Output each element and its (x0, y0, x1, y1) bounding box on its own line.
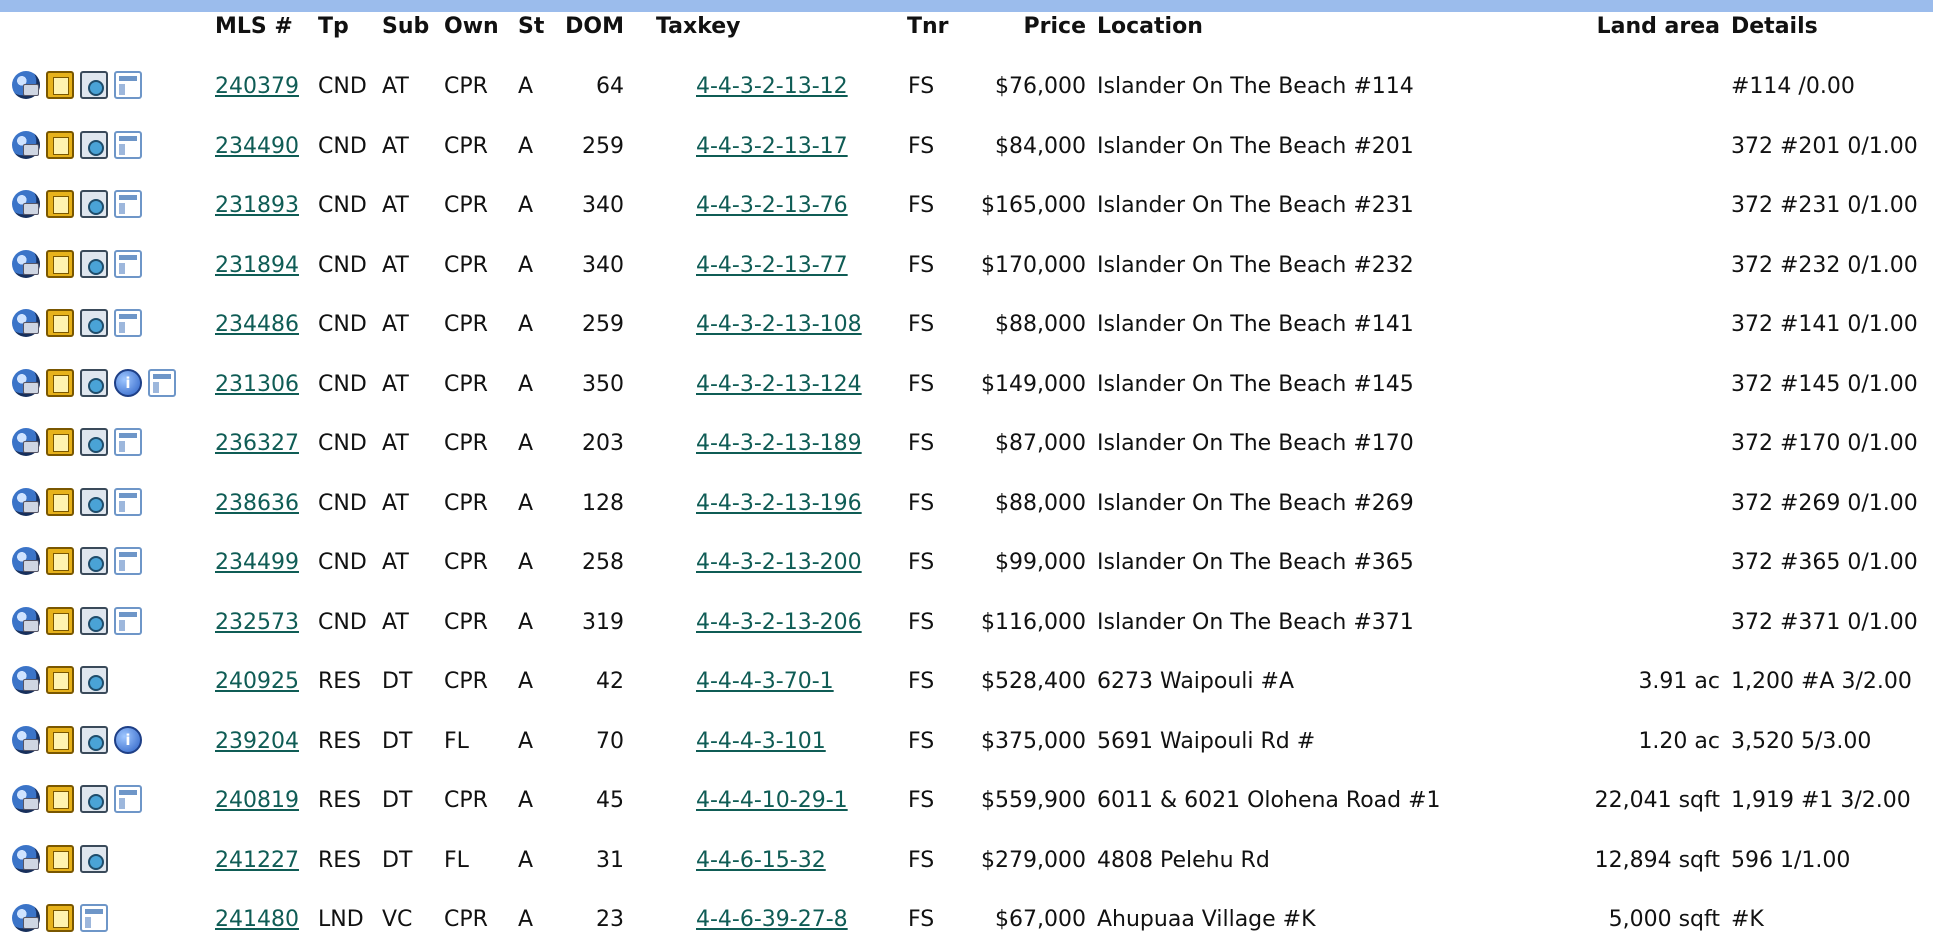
taxkey-link[interactable]: 4-4-3-2-13-206 (696, 609, 862, 635)
cell-type: CND (318, 550, 367, 575)
mls-link[interactable]: 241227 (215, 847, 299, 873)
cell-details: #K (1731, 907, 1764, 932)
floorplan-icon[interactable] (114, 428, 142, 456)
cell-type: CND (318, 133, 367, 159)
cell-dom: 340 (582, 252, 624, 278)
cell-type: CND (318, 74, 367, 99)
cell-status: A (518, 193, 534, 218)
mls-link[interactable]: 241480 (215, 907, 299, 932)
document-icon[interactable] (46, 190, 74, 218)
cell-details: 372 #232 0/1.00 (1731, 252, 1918, 278)
row-actions (12, 845, 108, 875)
cell-location: Islander On The Beach #371 (1097, 609, 1414, 635)
table-row (0, 294, 1933, 354)
camera-icon[interactable] (80, 428, 108, 456)
cell-price: $67,000 (995, 907, 1086, 932)
document-icon[interactable] (46, 845, 74, 873)
cell-sub: AT (382, 371, 409, 397)
cell-sub: DT (382, 788, 413, 813)
mls-link[interactable]: 231306 (215, 371, 299, 397)
globe-icon[interactable] (12, 369, 40, 397)
mls-link[interactable]: 236327 (215, 431, 299, 456)
document-icon[interactable] (46, 71, 74, 99)
globe-icon[interactable] (12, 428, 40, 456)
cell-details: #114 /0.00 (1731, 74, 1855, 99)
camera-icon[interactable] (80, 131, 108, 159)
cell-sub: VC (382, 907, 413, 932)
cell-type: CND (318, 609, 367, 635)
cell-land-area: 3.91 ac (1638, 669, 1720, 694)
row-actions (12, 904, 108, 934)
taxkey-link[interactable]: 4-4-3-2-13-200 (696, 550, 862, 575)
cell-tenure: FS (908, 788, 935, 813)
cell-sub: AT (382, 252, 409, 278)
cell-land-area: 12,894 sqft (1594, 847, 1720, 873)
table-header (0, 12, 1933, 56)
cell-type: CND (318, 371, 367, 397)
taxkey-link[interactable]: 4-4-3-2-13-124 (696, 371, 862, 397)
document-icon[interactable] (46, 904, 74, 932)
mls-link[interactable]: 240925 (215, 669, 299, 694)
row-actions (12, 369, 176, 399)
cell-sub: DT (382, 847, 413, 873)
document-icon[interactable] (46, 428, 74, 456)
cell-details: 372 #145 0/1.00 (1731, 371, 1918, 397)
document-icon[interactable] (46, 607, 74, 635)
cell-location: Islander On The Beach #114 (1097, 74, 1414, 99)
document-icon[interactable] (46, 785, 74, 813)
table-row (0, 830, 1933, 890)
cell-location: Ahupuaa Village #K (1097, 907, 1316, 932)
cell-details: 372 #201 0/1.00 (1731, 133, 1918, 159)
mls-link[interactable]: 234499 (215, 550, 299, 575)
document-icon[interactable] (46, 309, 74, 337)
taxkey-link[interactable]: 4-4-3-2-13-108 (696, 312, 862, 337)
cell-details: 1,919 #1 3/2.00 (1731, 788, 1911, 813)
taxkey-link[interactable]: 4-4-6-15-32 (696, 847, 826, 873)
mls-link[interactable]: 231894 (215, 252, 299, 278)
cell-status: A (518, 74, 534, 99)
globe-icon[interactable] (12, 904, 40, 932)
cell-status: A (518, 371, 534, 397)
row-actions (12, 547, 142, 577)
cell-land-area: 22,041 sqft (1594, 788, 1720, 813)
globe-icon[interactable] (12, 309, 40, 337)
table-row (0, 56, 1933, 116)
cell-location: Islander On The Beach #170 (1097, 431, 1414, 456)
table-row (0, 473, 1933, 533)
cell-price: $76,000 (995, 74, 1086, 99)
cell-type: RES (318, 788, 362, 813)
cell-sub: AT (382, 490, 409, 516)
cell-dom: 70 (596, 728, 624, 754)
cell-dom: 203 (582, 431, 624, 456)
col-tnr[interactable]: Tnr (907, 14, 949, 39)
floorplan-icon[interactable] (114, 131, 142, 159)
cell-type: RES (318, 728, 362, 754)
cell-own: CPR (444, 550, 488, 575)
document-icon[interactable] (46, 726, 74, 754)
row-actions (12, 726, 142, 756)
cell-location: 6273 Waipouli #A (1097, 669, 1294, 694)
cell-price: $84,000 (995, 133, 1086, 159)
row-actions (12, 190, 142, 220)
cell-type: LND (318, 907, 364, 932)
cell-price: $165,000 (981, 193, 1086, 218)
document-icon[interactable] (46, 666, 74, 694)
cell-status: A (518, 728, 534, 754)
cell-sub: AT (382, 133, 409, 159)
row-actions (12, 131, 142, 161)
cell-own: CPR (444, 312, 488, 337)
cell-details: 3,520 5/3.00 (1731, 728, 1872, 754)
cell-location: Islander On The Beach #201 (1097, 133, 1414, 159)
cell-location: Islander On The Beach #269 (1097, 490, 1414, 516)
cell-location: Islander On The Beach #145 (1097, 371, 1414, 397)
cell-own: CPR (444, 907, 488, 932)
cell-tenure: FS (908, 609, 935, 635)
cell-dom: 45 (596, 788, 624, 813)
mls-link[interactable]: 234486 (215, 312, 299, 337)
col-land-area[interactable]: Land area (1596, 14, 1720, 39)
row-actions (12, 71, 142, 101)
cell-type: CND (318, 431, 367, 456)
cell-details: 372 #231 0/1.00 (1731, 193, 1918, 218)
cell-dom: 42 (596, 669, 624, 694)
cell-sub: DT (382, 669, 413, 694)
col-taxkey[interactable]: Taxkey (656, 14, 741, 39)
cell-own: CPR (444, 669, 488, 694)
cell-location: 6011 & 6021 Olohena Road #1 (1097, 788, 1441, 813)
cell-status: A (518, 669, 534, 694)
table-row (0, 235, 1933, 295)
cell-dom: 23 (596, 907, 624, 932)
col-sub[interactable]: Sub (382, 14, 430, 39)
cell-status: A (518, 133, 534, 159)
globe-icon[interactable] (12, 607, 40, 635)
cell-dom: 64 (596, 74, 624, 99)
globe-icon[interactable] (12, 666, 40, 694)
cell-sub: DT (382, 728, 413, 754)
cell-own: CPR (444, 133, 488, 159)
camera-icon[interactable] (80, 250, 108, 278)
camera-icon[interactable] (80, 666, 108, 694)
cell-tenure: FS (908, 371, 935, 397)
cell-tenure: FS (908, 728, 935, 754)
taxkey-link[interactable]: 4-4-4-10-29-1 (696, 788, 848, 813)
cell-type: CND (318, 312, 367, 337)
cell-details: 372 #141 0/1.00 (1731, 312, 1918, 337)
cell-status: A (518, 312, 534, 337)
cell-type: CND (318, 252, 367, 278)
cell-own: CPR (444, 371, 488, 397)
cell-sub: AT (382, 312, 409, 337)
taxkey-link[interactable]: 4-4-4-3-101 (696, 728, 826, 754)
cell-tenure: FS (908, 490, 935, 516)
col-tp[interactable]: Tp (318, 14, 349, 39)
cell-sub: AT (382, 74, 409, 99)
floorplan-icon[interactable] (114, 250, 142, 278)
cell-status: A (518, 490, 534, 516)
cell-sub: AT (382, 609, 409, 635)
row-actions (12, 250, 142, 280)
floorplan-icon[interactable] (114, 547, 142, 575)
cell-type: CND (318, 193, 367, 218)
document-icon[interactable] (46, 547, 74, 575)
table-row (0, 651, 1933, 711)
mls-link[interactable]: 231893 (215, 193, 299, 218)
floorplan-icon[interactable] (114, 71, 142, 99)
taxkey-link[interactable]: 4-4-4-3-70-1 (696, 669, 834, 694)
cell-own: CPR (444, 609, 488, 635)
globe-icon[interactable] (12, 190, 40, 218)
globe-icon[interactable] (12, 131, 40, 159)
mls-link[interactable]: 232573 (215, 609, 299, 635)
cell-own: CPR (444, 490, 488, 516)
cell-own: CPR (444, 788, 488, 813)
cell-status: A (518, 907, 534, 932)
table-row (0, 116, 1933, 176)
top-bar (0, 0, 1933, 12)
cell-details: 372 #365 0/1.00 (1731, 550, 1918, 575)
cell-sub: AT (382, 550, 409, 575)
camera-icon[interactable] (80, 726, 108, 754)
col-own[interactable]: Own (444, 14, 499, 39)
cell-price: $559,900 (981, 788, 1086, 813)
globe-icon[interactable] (12, 845, 40, 873)
globe-icon[interactable] (12, 726, 40, 754)
row-actions (12, 488, 142, 518)
cell-land-area: 5,000 sqft (1608, 907, 1720, 932)
cell-location: Islander On The Beach #141 (1097, 312, 1414, 337)
globe-icon[interactable] (12, 250, 40, 278)
table-row (0, 592, 1933, 652)
table-row (0, 175, 1933, 235)
col-details[interactable]: Details (1731, 14, 1818, 39)
row-actions (12, 309, 142, 339)
info-icon[interactable]: i (114, 369, 142, 397)
cell-details: 372 #170 0/1.00 (1731, 431, 1918, 456)
taxkey-link[interactable]: 4-4-3-2-13-189 (696, 431, 862, 456)
camera-icon[interactable] (80, 190, 108, 218)
cell-type: RES (318, 669, 362, 694)
cell-location: 4808 Pelehu Rd (1097, 847, 1270, 873)
cell-own: CPR (444, 252, 488, 278)
cell-status: A (518, 609, 534, 635)
mls-link[interactable]: 240379 (215, 74, 299, 99)
cell-sub: AT (382, 431, 409, 456)
cell-status: A (518, 252, 534, 278)
cell-tenure: FS (908, 312, 935, 337)
row-actions (12, 428, 142, 458)
cell-tenure: FS (908, 252, 935, 278)
row-actions (12, 666, 108, 696)
table-row (0, 532, 1933, 592)
document-icon[interactable] (46, 250, 74, 278)
taxkey-link[interactable]: 4-4-3-2-13-12 (696, 74, 848, 99)
cell-tenure: FS (908, 907, 935, 932)
camera-icon[interactable] (80, 607, 108, 635)
cell-own: FL (444, 728, 469, 754)
camera-icon[interactable] (80, 785, 108, 813)
cell-type: RES (318, 847, 362, 873)
cell-details: 596 1/1.00 (1731, 847, 1851, 873)
cell-tenure: FS (908, 431, 935, 456)
camera-icon[interactable] (80, 71, 108, 99)
cell-details: 1,200 #A 3/2.00 (1731, 669, 1912, 694)
row-actions (12, 785, 142, 815)
cell-dom: 340 (582, 193, 624, 218)
floorplan-icon[interactable] (80, 904, 108, 932)
col-st[interactable]: St (518, 14, 545, 39)
col-price[interactable]: Price (1023, 14, 1086, 39)
cell-tenure: FS (908, 193, 935, 218)
cell-location: Islander On The Beach #365 (1097, 550, 1414, 575)
cell-location: Islander On The Beach #232 (1097, 252, 1414, 278)
taxkey-link[interactable]: 4-4-3-2-13-77 (696, 252, 848, 278)
cell-price: $149,000 (981, 371, 1086, 397)
cell-details: 372 #371 0/1.00 (1731, 609, 1918, 635)
cell-status: A (518, 847, 534, 873)
camera-icon[interactable] (80, 369, 108, 397)
cell-tenure: FS (908, 550, 935, 575)
cell-price: $87,000 (995, 431, 1086, 456)
floorplan-icon[interactable] (114, 488, 142, 516)
camera-icon[interactable] (80, 547, 108, 575)
col-mls[interactable]: MLS # (215, 14, 293, 39)
cell-dom: 128 (582, 490, 624, 516)
cell-own: CPR (444, 431, 488, 456)
table-row (0, 889, 1933, 949)
cell-dom: 31 (596, 847, 624, 873)
floorplan-icon[interactable] (114, 607, 142, 635)
floorplan-icon[interactable] (114, 190, 142, 218)
cell-dom: 259 (582, 133, 624, 159)
mls-link[interactable]: 240819 (215, 788, 299, 813)
table-row (0, 770, 1933, 830)
cell-status: A (518, 431, 534, 456)
mls-link[interactable]: 234490 (215, 133, 299, 159)
taxkey-link[interactable]: 4-4-3-2-13-76 (696, 193, 848, 218)
cell-own: CPR (444, 74, 488, 99)
cell-type: CND (318, 490, 367, 516)
cell-own: FL (444, 847, 469, 873)
cell-tenure: FS (908, 133, 935, 159)
cell-dom: 259 (582, 312, 624, 337)
cell-details: 372 #269 0/1.00 (1731, 490, 1918, 516)
table-row (0, 413, 1933, 473)
mls-link[interactable]: 239204 (215, 728, 299, 754)
taxkey-link[interactable]: 4-4-3-2-13-17 (696, 133, 848, 159)
cell-tenure: FS (908, 74, 935, 99)
globe-icon[interactable] (12, 488, 40, 516)
document-icon[interactable] (46, 488, 74, 516)
info-icon[interactable]: i (114, 726, 142, 754)
cell-status: A (518, 788, 534, 813)
cell-price: $88,000 (995, 312, 1086, 337)
cell-location: Islander On The Beach #231 (1097, 193, 1414, 218)
camera-icon[interactable] (80, 488, 108, 516)
col-location[interactable]: Location (1097, 14, 1203, 39)
floorplan-icon[interactable] (114, 309, 142, 337)
cell-tenure: FS (908, 669, 935, 694)
cell-price: $116,000 (981, 609, 1086, 635)
cell-price: $528,400 (981, 669, 1086, 694)
cell-dom: 258 (582, 550, 624, 575)
floorplan-icon[interactable] (114, 785, 142, 813)
cell-own: CPR (444, 193, 488, 218)
cell-price: $375,000 (981, 728, 1086, 754)
cell-location: 5691 Waipouli Rd # (1097, 728, 1316, 754)
taxkey-link[interactable]: 4-4-6-39-27-8 (696, 907, 848, 932)
document-icon[interactable] (46, 131, 74, 159)
cell-land-area: 1.20 ac (1638, 728, 1720, 754)
table-row (0, 354, 1933, 414)
camera-icon[interactable] (80, 309, 108, 337)
table-row (0, 711, 1933, 771)
document-icon[interactable] (46, 369, 74, 397)
taxkey-link[interactable]: 4-4-3-2-13-196 (696, 490, 862, 516)
camera-icon[interactable] (80, 845, 108, 873)
globe-icon[interactable] (12, 547, 40, 575)
cell-dom: 319 (582, 609, 624, 635)
cell-price: $170,000 (981, 252, 1086, 278)
cell-price: $88,000 (995, 490, 1086, 516)
cell-status: A (518, 550, 534, 575)
cell-sub: AT (382, 193, 409, 218)
col-dom[interactable]: DOM (565, 14, 624, 39)
row-actions (12, 607, 142, 637)
cell-price: $279,000 (981, 847, 1086, 873)
listing-table-body (0, 56, 1933, 949)
mls-link[interactable]: 238636 (215, 490, 299, 516)
globe-icon[interactable] (12, 71, 40, 99)
globe-icon[interactable] (12, 785, 40, 813)
cell-tenure: FS (908, 847, 935, 873)
cell-price: $99,000 (995, 550, 1086, 575)
cell-dom: 350 (582, 371, 624, 397)
floorplan-icon[interactable] (148, 369, 176, 397)
